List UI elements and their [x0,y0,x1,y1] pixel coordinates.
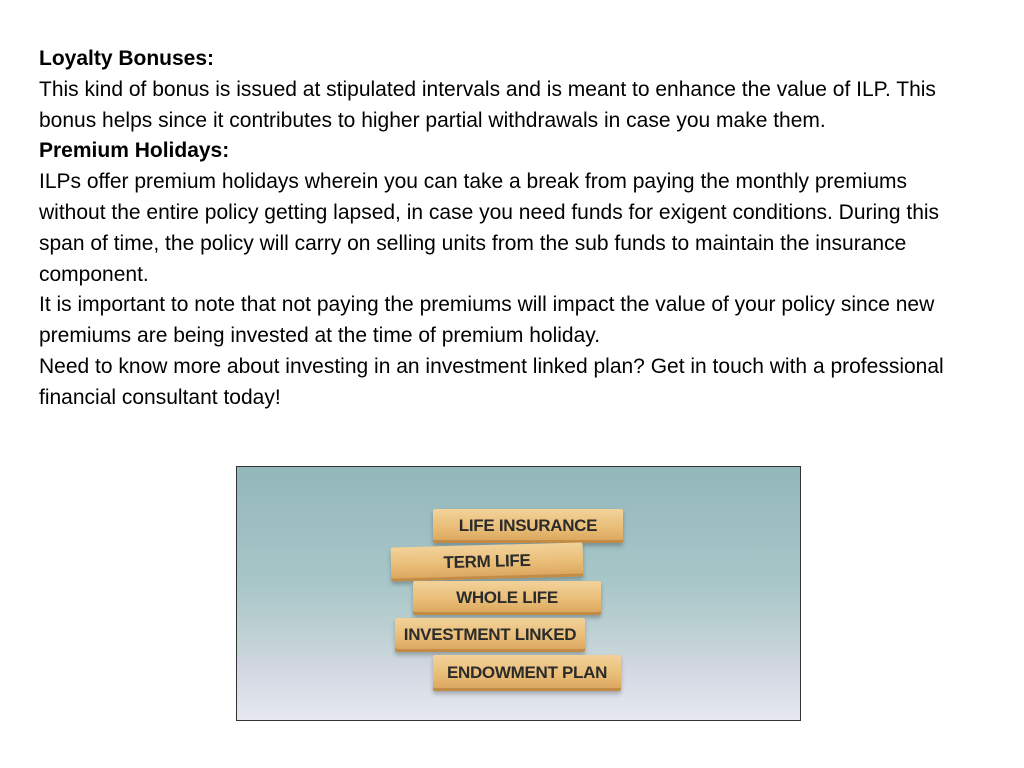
premium-holidays-heading: Premium Holidays: [39,139,230,163]
important-note-paragraph: It is important to note that not paying the premiums will impact the value of your policy since new premiums are being invested at the time of premium holiday. [39,293,935,348]
block-whole-life [413,581,601,615]
block-label: TERM LIFE [443,550,531,573]
insurance-blocks-photo [236,466,801,721]
block-label: INVESTMENT LINKED [403,625,577,644]
article-text [39,44,969,414]
block-term-life [391,542,584,581]
loyalty-bonuses-paragraph: This kind of bonus is issued at stipulated intervals and is meant to enhance the value of ILP. This bonus helps since it contributes to higher partial withdrawals in case you make them. [39,77,936,132]
block-endowment-plan [433,655,621,691]
block-label: ENDOWMENT PLAN [446,663,608,682]
call-to-action-paragraph: Need to know more about investing in an investment linked plan? Get in touch with a professional financial consultant today! [39,354,944,409]
premium-holidays-paragraph: ILPs offer premium holidays wherein you can take a break from paying the monthly premiums without the entire policy getting lapsed, in case you need funds for exigent conditions. During this span of time, the policy will carry on selling units from the sub funds to maintain the insurance component. [39,170,940,286]
block-life-insurance [433,509,623,543]
block-label: LIFE INSURANCE [458,516,598,535]
block-investment-linked [395,618,585,652]
block-label: WHOLE LIFE [456,588,558,607]
loyalty-bonuses-heading: Loyalty Bonuses: [39,47,215,70]
